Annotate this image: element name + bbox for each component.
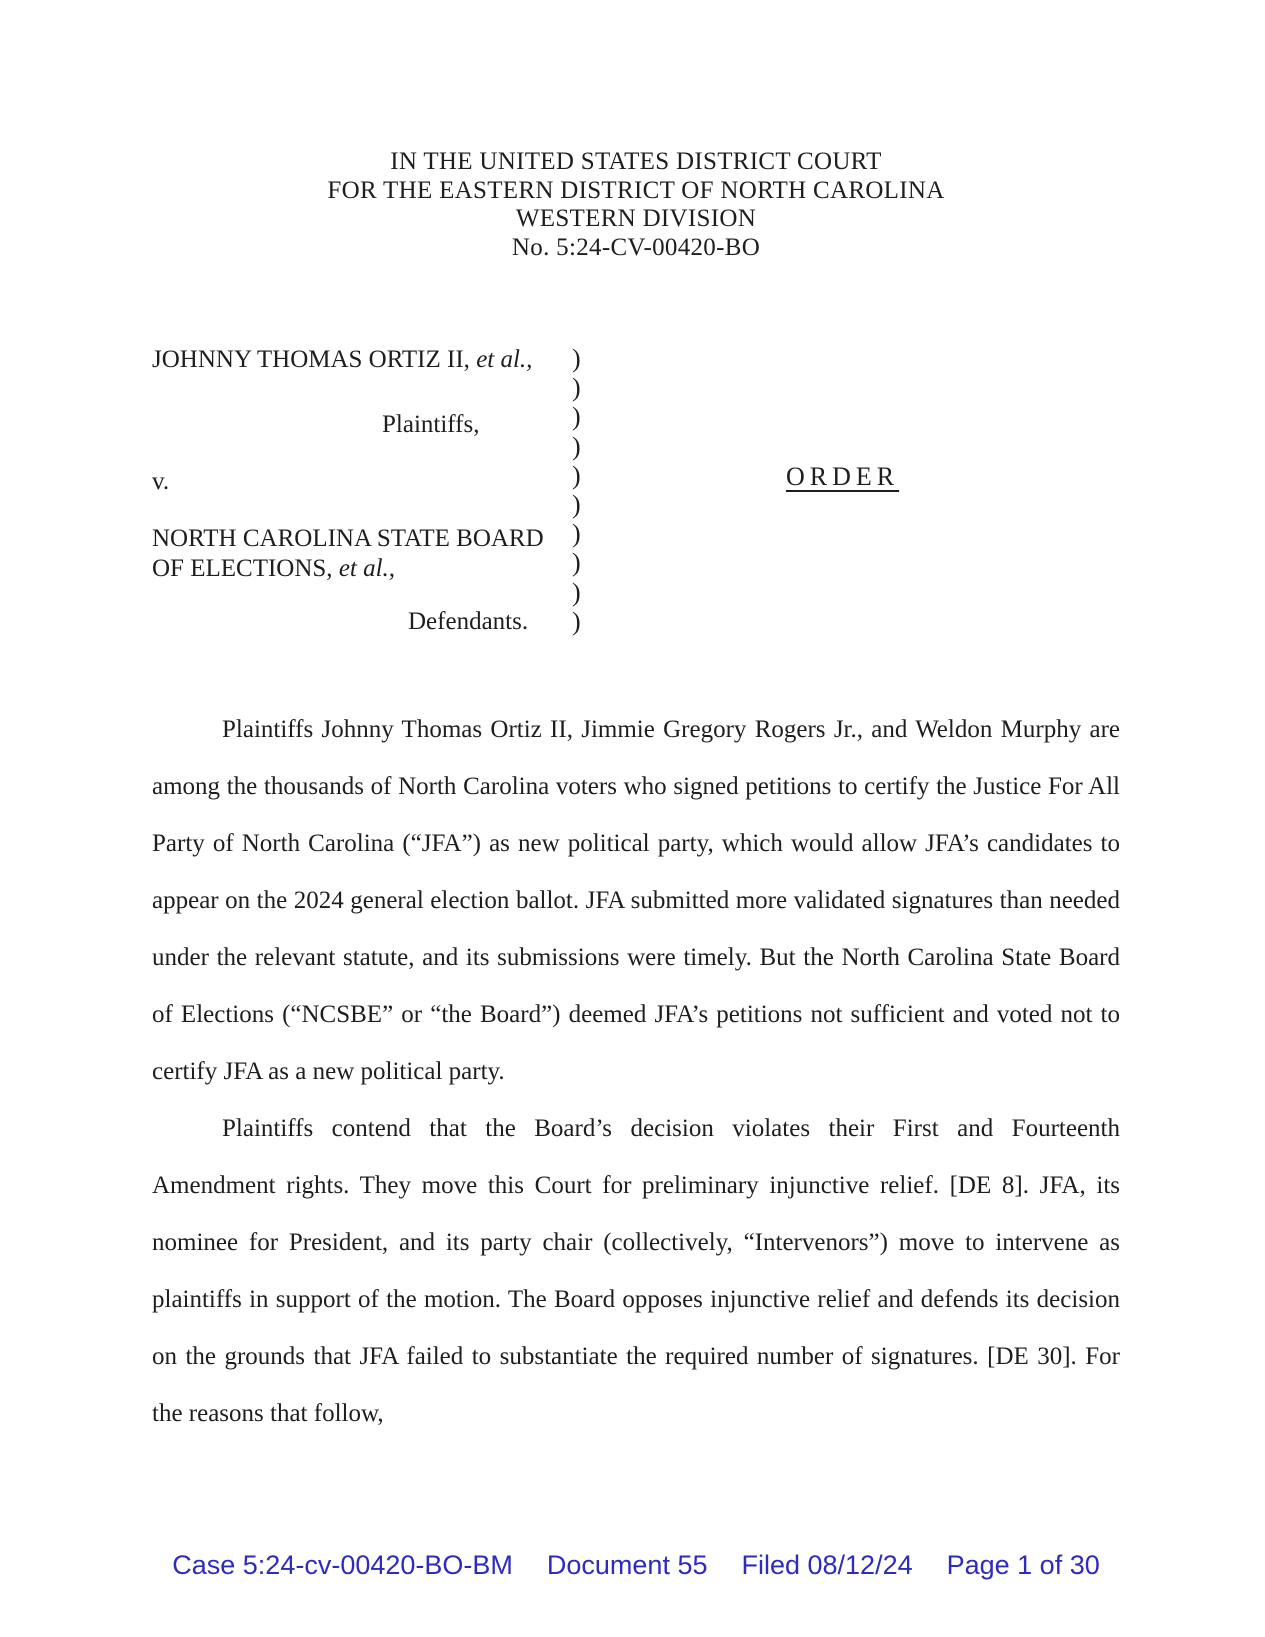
order-body <box>152 701 1120 1442</box>
case-number: No. 5:24-CV-00420-BO <box>511 233 761 261</box>
caption-paren: ) <box>572 606 581 636</box>
plaintiff-name <box>152 346 572 374</box>
ecf-case-number: Case 5:24-cv-00420-BO-BM <box>172 1550 513 1580</box>
court-name: IN THE UNITED STATES DISTRICT COURT <box>390 148 882 175</box>
ecf-page-number: Page 1 of 30 <box>946 1550 1100 1580</box>
court-division: WESTERN DIVISION <box>515 205 757 232</box>
defendants-label: Defendants. <box>408 608 529 635</box>
caption-paren: ) <box>572 344 581 373</box>
ecf-document-number: Document 55 <box>546 1550 708 1580</box>
caption-paren: ) <box>572 490 581 520</box>
defendant-etal: et al., <box>338 555 396 582</box>
caption-paren-divider <box>572 344 581 636</box>
defendant-name-line2-text: OF ELECTIONS, <box>152 555 333 582</box>
defendant-name-line1: NORTH CAROLINA STATE BOARD <box>152 525 544 552</box>
plaintiff-etal: et al., <box>476 346 533 373</box>
caption-paren: ) <box>572 373 581 403</box>
ecf-stamp <box>152 1550 1120 1581</box>
caption-paren: ) <box>572 548 581 578</box>
plaintiff-name-text: JOHNNY THOMAS ORTIZ II, <box>152 346 470 373</box>
body-paragraph-1: Plaintiffs Johnny Thomas Ortiz II, Jimmie Gregory Rogers Jr., and Weldon Murphy are among the thousands of North Carolina voters who signed petitions to certify the Justice For All Party of North Carolina (“JFA”) as new political party, which would allow JFA’s candidates to appear on the 2024 general election ballot. JFA submitted more validated signatures than needed under the relevant statute, and its submissions were timely. But the North Carolina State Board of Elections (“NCSBE” or “the Board”) deemed JFA’s petitions not sufficient and voted not to certify JFA as a new political party. <box>152 716 1120 1085</box>
caption-paren: ) <box>572 402 581 432</box>
caption-paren: ) <box>572 460 581 490</box>
body-paragraph-2: Plaintiffs contend that the Board’s decision violates their First and Fourteenth Amendment rights. They move this Court for preliminary injunctive relief. [DE 8]. JFA, its nominee for President, and its party chair (collectively, “Intervenors”) move to intervene as plaintiffs in support of the motion. The Board opposes injunctive relief and defends its decision on the grounds that JFA failed to substantiate the required number of signatures. [DE 30]. For the reasons that follow, <box>152 1115 1120 1427</box>
order-heading: ORDER <box>786 462 900 491</box>
versus-label: v. <box>152 468 170 495</box>
defendant-name-line2 <box>152 554 572 584</box>
plaintiffs-label: Plaintiffs, <box>382 411 480 438</box>
defendant-name <box>152 524 572 584</box>
caption-paren: ) <box>572 519 581 549</box>
ecf-filed-date: Filed 08/12/24 <box>741 1550 913 1580</box>
court-district: FOR THE EASTERN DISTRICT OF NORTH CAROLINA <box>327 176 945 204</box>
caption-paren: ) <box>572 577 581 607</box>
caption-paren: ) <box>572 431 581 461</box>
court-header <box>152 148 1120 262</box>
